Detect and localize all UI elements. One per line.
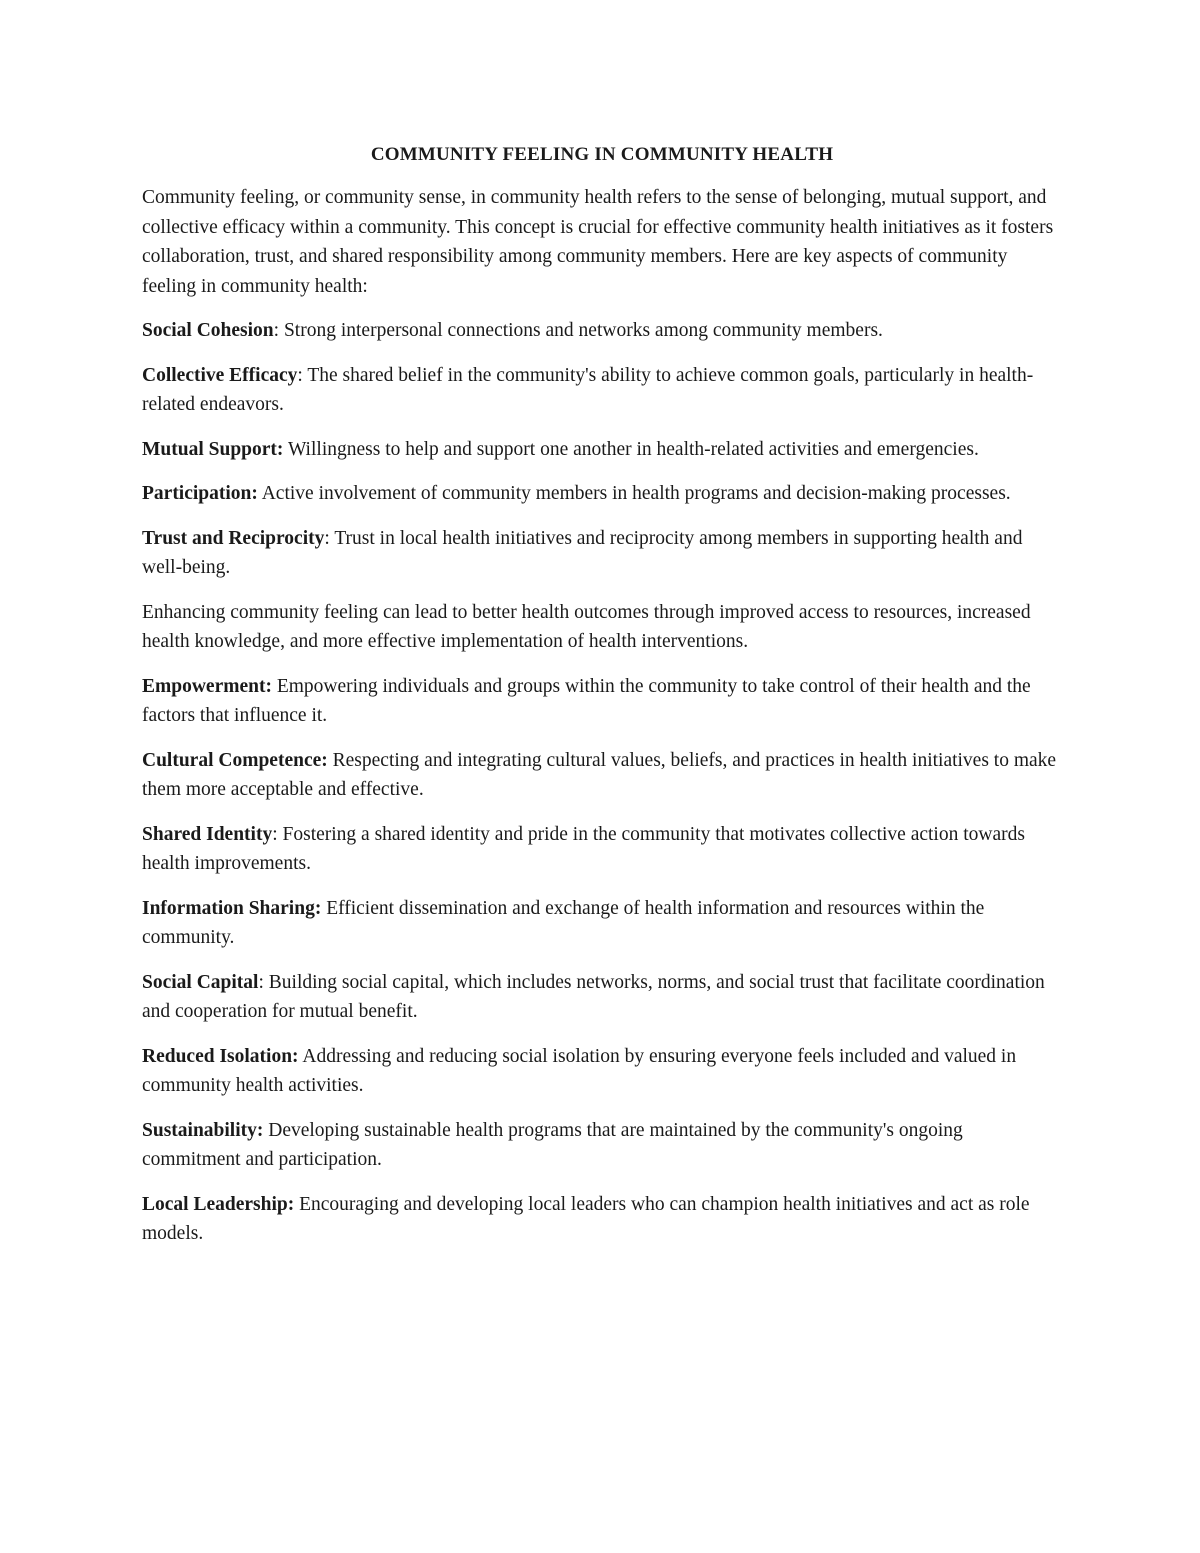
aspect-paragraph — [142, 968, 1062, 1027]
middle-paragraph: Enhancing community feeling can lead to better health outcomes through improved access to resources, increased health knowledge, and more effective implementation of health interventions. — [142, 601, 1031, 652]
aspect-paragraph — [142, 524, 1062, 583]
aspect-term: Trust and Reciprocity — [142, 527, 325, 549]
aspect-text: Encouraging and developing local leaders who can champion health initiatives and act as role models. — [142, 1193, 1030, 1244]
document-page — [142, 141, 1062, 1264]
aspect-paragraph — [142, 672, 1062, 731]
aspect-paragraph — [142, 894, 1062, 953]
aspect-term: Mutual Support: — [142, 438, 284, 460]
aspect-paragraph — [142, 1116, 1062, 1175]
aspect-paragraph — [142, 1190, 1062, 1249]
aspect-term: Empowerment: — [142, 675, 272, 697]
aspect-separator: : — [258, 971, 269, 993]
aspect-paragraph — [142, 361, 1062, 420]
aspect-separator: : — [273, 320, 284, 341]
aspect-paragraph — [142, 479, 1062, 509]
aspect-term: Social Capital — [142, 971, 259, 993]
aspect-separator: : — [297, 364, 308, 386]
aspect-text: Active involvement of community members in health programs and decision-making processes. — [261, 483, 1011, 504]
aspect-text: Building social capital, which includes networks, norms, and social trust that facilitate coordination and cooperation for mutual benefit. — [142, 971, 1045, 1022]
aspect-text: Fostering a shared identity and pride in the community that motivates collective action towards health improvements. — [142, 823, 1025, 874]
aspect-term: Cultural Competence: — [142, 749, 328, 771]
aspect-term: Shared Identity — [142, 823, 273, 845]
aspect-term: Participation: — [142, 483, 258, 504]
intro-paragraph: Community feeling, or community sense, in community health refers to the sense of belonging, mutual support, and collective efficacy within a community. This concept is crucial for effective community health initiatives as it fosters collaboration, trust, and shared responsibility among community members. Here are key aspects of community feeling in community health: — [142, 187, 1054, 297]
aspect-term: Reduced Isolation: — [142, 1045, 299, 1067]
aspect-text: Respecting and integrating cultural values, beliefs, and practices in health initiatives to make them more acceptable and effective. — [142, 749, 1057, 800]
aspect-term: Sustainability: — [142, 1119, 264, 1141]
aspect-paragraph — [142, 316, 1062, 346]
aspect-separator: : — [324, 527, 335, 549]
aspect-separator: : — [272, 823, 283, 845]
aspect-term: Collective Efficacy — [142, 364, 298, 386]
aspect-text: Developing sustainable health programs that are maintained by the community's ongoing commitment and participation. — [142, 1119, 963, 1170]
aspect-paragraph — [142, 746, 1062, 805]
document-title: COMMUNITY FEELING IN COMMUNITY HEALTH — [370, 144, 834, 165]
aspect-term: Local Leadership: — [142, 1193, 295, 1215]
aspect-paragraph — [142, 435, 1062, 465]
aspect-paragraph — [142, 820, 1062, 879]
aspect-term: Information Sharing: — [142, 897, 322, 919]
aspect-text: The shared belief in the community's ability to achieve common goals, particularly in health-related endeavors. — [142, 364, 1034, 415]
aspect-term: Social Cohesion — [142, 320, 274, 341]
aspect-text: Efficient dissemination and exchange of health information and resources within the community. — [142, 897, 985, 948]
aspect-paragraph — [142, 1042, 1062, 1101]
aspect-text: Trust in local health initiatives and reciprocity among members in supporting health and well-being. — [142, 527, 1023, 578]
aspect-text: Addressing and reducing social isolation by ensuring everyone feels included and valued in community health activities. — [142, 1045, 1017, 1096]
aspect-text: Empowering individuals and groups within the community to take control of their health and the factors that influence it. — [142, 675, 1031, 726]
aspect-text: Strong interpersonal connections and networks among community members. — [283, 320, 883, 341]
aspect-text: Willingness to help and support one another in health-related activities and emergencies. — [287, 438, 979, 460]
